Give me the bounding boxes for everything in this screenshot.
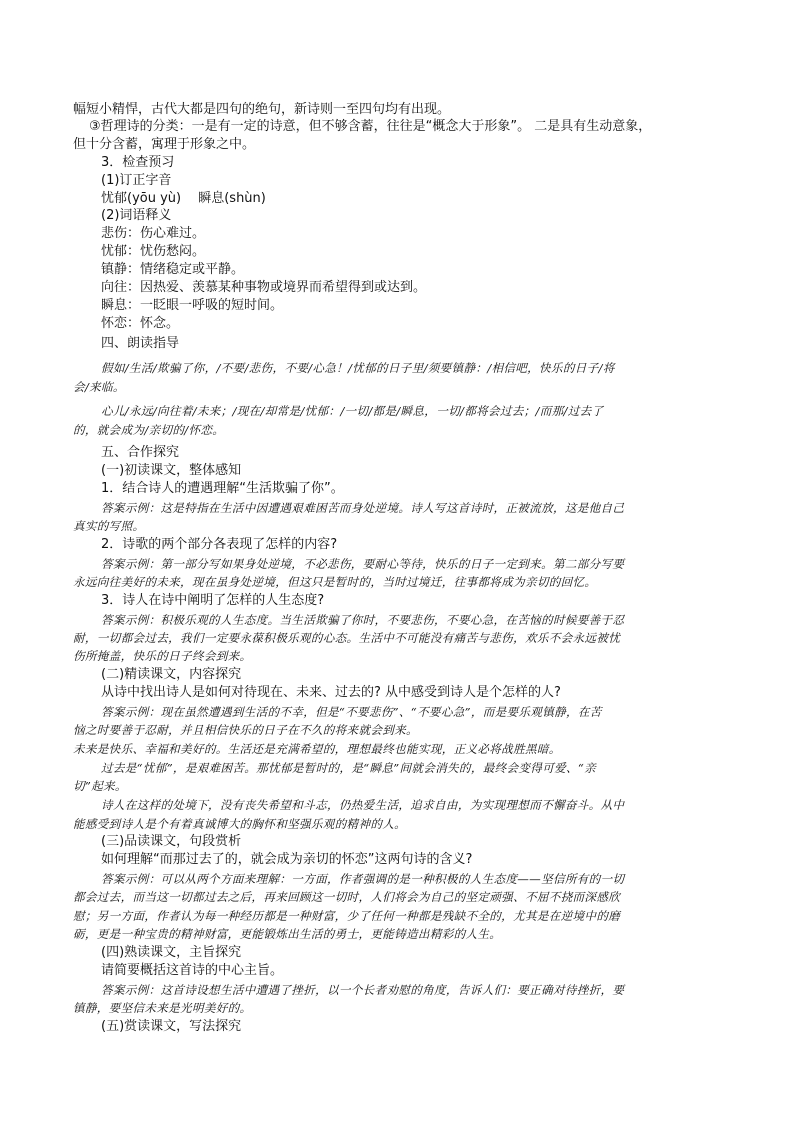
text-line: 怀恋：怀念。 (101, 316, 180, 331)
text-line: 忧郁：忧伤愁闷。 (101, 244, 206, 259)
text-line: (1)订正字音 (101, 173, 172, 188)
text-line: 从诗中找出诗人是如何对待现在、未来、过去的? 从中感受到诗人是个怎样的人? (101, 685, 561, 700)
text-line: 四、朗读指导 (101, 336, 180, 351)
text-line: 过去是“忧郁”，是艰难困苦。那忧郁是暂时的，是“瞬息”间就会消失的，最终会变得可爱、“亲 (101, 761, 596, 775)
text-line: 答案示例：第一部分写如果身处逆境，不必悲伤，要耐心等待，快乐的日子一定到来。第二部分写要 (101, 557, 625, 571)
text-line: 答案示例：现在虽然遭遇到生活的不幸，但是“不要悲伤”、“不要心急”，而是要乐观镇静，在苦 (101, 705, 602, 719)
text-line: 如何理解“而那过去了的，就会成为亲切的怀恋”这两句诗的含义? (101, 852, 473, 867)
text-line: 假如/生活/欺骗了你，/不要/悲伤，不要/心急！/忧郁的日子里/须要镇静：/相信吧，快乐的日子/将 (101, 361, 615, 375)
text-line: (四)熟读课文，主旨探究 (101, 945, 242, 960)
text-line: 镇静：情绪稳定或平静。 (101, 262, 245, 277)
text-line: 1．结合诗人的遭遇理解“生活欺骗了你”。 (101, 481, 344, 496)
text-line: 慰；另一方面，作者认为每一种经历都是一种财富，少了任何一种都是残缺不全的，尤其是在逆境中的磨 (73, 909, 621, 923)
text-line: 忧郁(yōu yù) 瞬息(shùn) (101, 191, 266, 206)
text-line: (2)词语释义 (101, 208, 172, 223)
text-line: 答案示例：可以从两个方面来理解：一方面，作者强调的是一种积极的人生态度——坚信所有的一切 (101, 872, 625, 886)
text-line: (一)初读课文，整体感知 (101, 463, 242, 478)
text-line: 伤所掩盖，快乐的日子终会到来。 (73, 649, 252, 663)
text-line: 2．诗歌的两个部分各表现了怎样的内容? (101, 537, 338, 552)
text-line: 真实的写照。 (73, 519, 145, 533)
text-line: 诗人在这样的处境下，没有丧失希望和斗志，仍热爱生活，追求自由，为实现理想而不懈奋斗。从中 (101, 798, 625, 812)
text-line: 瞬息：一眨眼一呼吸的短时间。 (101, 298, 284, 313)
text-line: 答案示例：这首诗设想生活中遭遇了挫折，以一个长者劝慰的角度，告诉人们：要正确对待挫折，要 (101, 983, 625, 997)
text-line: 3．检查预习 (101, 155, 175, 170)
text-line: (二)精读课文，内容探究 (101, 667, 242, 682)
text-line: 未来是快乐、幸福和美好的。生活还是充满希望的，理想最终也能实现，正义必将战胜黑暗。 (73, 742, 561, 756)
text-line: 永远向往美好的未来，现在虽身处逆境，但这只是暂时的，当时过境迁，往事都将成为亲切的回忆。 (73, 575, 597, 589)
text-line: 向往：因热爱、羡慕某种事物或境界而希望得到或达到。 (101, 280, 427, 295)
text-line: 能感受到诗人是个有着真诚博大的胸怀和坚强乐观的精神的人。 (73, 817, 407, 831)
text-line: 恼之时要善于忍耐，并且相信快乐的日子在不久的将来就会到来。 (73, 723, 418, 737)
text-line: 幅短小精悍，古代大都是四句的绝句，新诗则一至四句均有出现。 (73, 102, 451, 117)
text-line: 的，就会成为/亲切的/怀恋。 (73, 423, 225, 437)
text-line: 但十分含蓄，寓理于形象之中。 (73, 137, 256, 152)
text-line: 3．诗人在诗中阐明了怎样的人生态度? (101, 593, 325, 608)
text-line: 砺，更是一种宝贵的精神财富，更能锻炼出生活的勇士，更能铸造出精彩的人生。 (73, 927, 502, 941)
text-line: (五)赏读课文，写法探究 (101, 1019, 242, 1034)
text-line: 答案示例：这是特指在生活中因遭遇艰难困苦而身处逆境。诗人写这首诗时，正被流放，这是他自己 (101, 501, 625, 515)
text-line: 耐，一切都会过去，我们一定要永葆积极乐观的心态。生活中不可能没有痛苦与悲伤，欢乐不会永远被忧 (73, 631, 621, 645)
text-line: 会/来临。 (73, 380, 125, 394)
text-line: ③哲理诗的分类：一是有一定的诗意，但不够含蓄，往往是“概念大于形象”。 二是具有生动意象， (89, 119, 652, 134)
text-line: (三)品读课文，句段赏析 (101, 834, 242, 849)
text-line: 心儿/永远/向往着/未来；/现在/却常是/忧郁：/一切/都是/瞬息，一切/都将会过去；/而那/过去了 (101, 404, 604, 418)
text-line: 镇静，要坚信未来是光明美好的。 (73, 1001, 252, 1015)
text-line: 悲伤：伤心难过。 (101, 226, 206, 241)
text-line: 切”起来。 (73, 779, 127, 793)
text-line: 都会过去，而当这一切都过去之后，再来回顾这一切时，人们将会为自己的坚定顽强、不屈不挠而深感欣 (73, 890, 621, 904)
text-line: 五、合作探究 (101, 445, 180, 460)
text-line: 请简要概括这首诗的中心主旨。 (101, 963, 284, 978)
text-line: 答案示例：积极乐观的人生态度。当生活欺骗了你时，不要悲伤，不要心急，在苦恼的时候要善于忍 (101, 613, 625, 627)
